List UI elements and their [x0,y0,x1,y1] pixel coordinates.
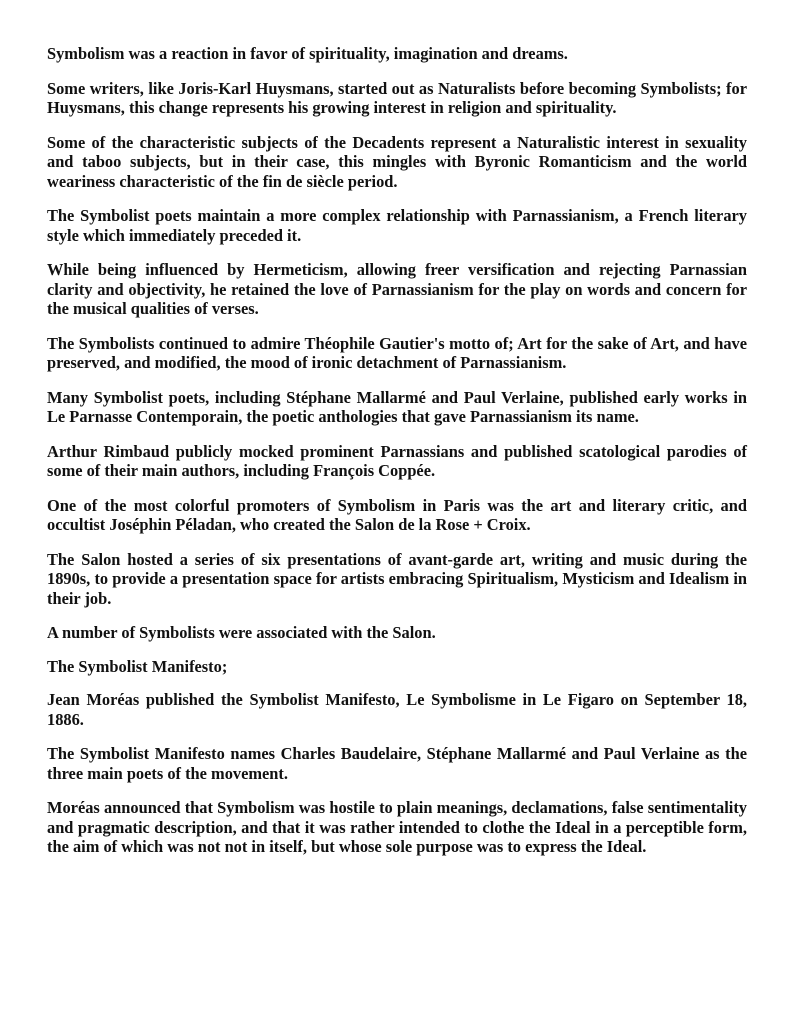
paragraph-rimbaud: Arthur Rimbaud publicly mocked prominent Parnassians and published scatological parodies of some of their main authors, including François Coppée. [47,441,747,480]
paragraph-peladan: One of the most colorful promoters of Symbolism in Paris was the art and literary critic, and occultist Joséphin Péladan, who created the Salon de la Rose + Croix. [47,495,747,534]
paragraph-main-poets: The Symbolist Manifesto names Charles Baudelaire, Stéphane Mallarmé and Paul Verlaine as the three main poets of the movement. [47,744,747,783]
paragraph-moreas-announced: Moréas announced that Symbolism was hostile to plain meanings, declamations, false sentimentality and pragmatic description, and that it was rather intended to clothe the Ideal in a perceptible form, the aim of which was not not in itself, but whose sole purpose was to express the Ideal. [47,798,747,856]
paragraph-huysmans: Some writers, like Joris-Karl Huysmans, started out as Naturalists before becoming Symbolists; for Huysmans, this change represents his growing interest in religion and spirituality. [47,78,747,117]
paragraph-manifesto-heading: The Symbolist Manifesto; [47,656,228,676]
paragraph-decadents: Some of the characteristic subjects of the Decadents represent a Naturalistic interest in sexuality and taboo subjects, but in their case, this mingles with Byronic Romanticism and the world weariness characteristic of the fin de siècle period. [47,132,747,191]
paragraph-parnasse-contemporain: Many Symbolist poets, including Stéphane Mallarmé and Paul Verlaine, published early works in Le Parnasse Contemporain, the poetic anthologies that gave Parnassianism its name. [47,387,747,426]
paragraph-hermeticism: While being influenced by Hermeticism, allowing freer versification and rejecting Parnassian clarity and objectivity, he retained the love of Parnassianism for the play on words and concern for the musical qualities of verses. [47,260,747,318]
paragraph-moreas-published: Jean Moréas published the Symbolist Manifesto, Le Symbolisme in Le Figaro on September 18, 1886. [47,690,747,729]
paragraph-parnassianism-relationship: The Symbolist poets maintain a more complex relationship with Parnassianism, a French literary style which immediately preceded it. [47,206,747,245]
paragraph-salon-association: A number of Symbolists were associated with the Salon. [47,623,436,642]
document-page [47,44,747,872]
paragraph-gautier-motto: The Symbolists continued to admire Théophile Gautier's motto of; Art for the sake of Art, and have preserved, and modified, the mood of ironic detachment of Parnassianism. [47,333,747,372]
paragraph-symbolism-reaction: Symbolism was a reaction in favor of spirituality, imagination and dreams. [47,44,568,63]
paragraph-salon-presentations: The Salon hosted a series of six presentations of avant-garde art, writing and music during the 1890s, to provide a presentation space for artists embracing Spiritualism, Mysticism and Idealism in their job. [47,549,747,608]
